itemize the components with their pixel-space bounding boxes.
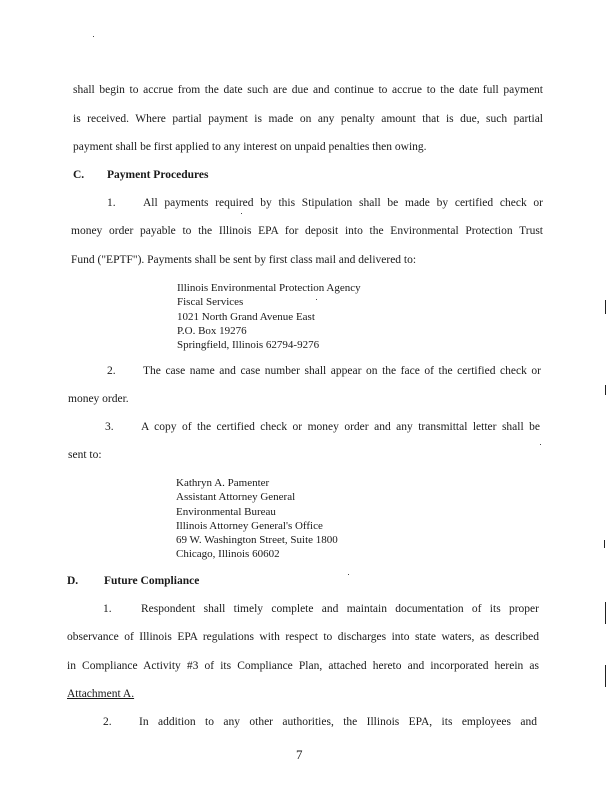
section-letter-c: C. [73, 169, 85, 181]
address-line: Illinois Attorney General's Office [176, 519, 323, 532]
scan-artifact-mark [605, 385, 606, 395]
address-line: Assistant Attorney General [176, 491, 296, 504]
body-text-line: All payments required by this Stipulation shall be made by certified check or [143, 197, 543, 209]
body-text-line: observance of Illinois EPA regulations with respect to discharges into state waters, as described [67, 631, 539, 643]
mailing-address-illinois-epa [177, 281, 361, 352]
body-text-line: Fund ("EPTF"). Payments shall be sent by first class mail and delivered to: [71, 254, 417, 266]
body-text-line: payment shall be first applied to any interest on unpaid penalties then owing. [73, 141, 427, 153]
address-line: Chicago, Illinois 60602 [176, 548, 280, 561]
item-number: 2. [107, 365, 116, 377]
body-text-line: money order payable to the Illinois EPA for deposit into the Environmental Protection Trust [71, 225, 543, 237]
section-title-payment-procedures: Payment Procedures [107, 169, 209, 181]
page-number: 7 [296, 747, 303, 762]
scan-artifact-dot [348, 574, 349, 575]
address-line: Springfield, Illinois 62794-9276 [177, 339, 320, 352]
body-text-line: The case name and case number shall appear on the face of the certified check or [143, 365, 541, 377]
section-letter-d: D. [67, 575, 79, 587]
scan-artifact-dot [241, 213, 242, 214]
address-line: Kathryn A. Pamenter [176, 477, 270, 489]
scan-artifact-dot [316, 299, 317, 300]
scan-artifact-dot [540, 444, 541, 445]
scan-artifact-mark [605, 300, 606, 314]
body-text-line: In addition to any other authorities, the Illinois EPA, its employees and [139, 716, 537, 728]
body-text-line: in Compliance Activity #3 of its Compliance Plan, attached hereto and incorporated herein as [67, 660, 539, 672]
address-line: 69 W. Washington Street, Suite 1800 [176, 534, 338, 547]
item-number: 3. [105, 421, 114, 433]
body-text-line: sent to: [68, 449, 102, 461]
section-title-future-compliance: Future Compliance [104, 575, 200, 587]
address-line: Fiscal Services [177, 296, 244, 309]
address-line: P.O. Box 19276 [177, 324, 247, 337]
scan-artifact-mark [605, 602, 606, 624]
scan-artifact-mark [604, 540, 605, 548]
item-number: 1. [107, 197, 116, 209]
body-text-line: shall begin to accrue from the date such are due and continue to accrue to the date full payment [73, 84, 543, 96]
body-text-line: money order. [68, 393, 129, 405]
scan-artifact-mark [605, 665, 606, 687]
body-text-line: Respondent shall timely complete and maintain documentation of its proper [141, 603, 539, 615]
attachment-a-reference: Attachment A. [67, 688, 135, 700]
body-text-line: A copy of the certified check or money order and any transmittal letter shall be [141, 421, 540, 433]
mailing-address-attorney-general [176, 476, 338, 562]
address-line: 1021 North Grand Avenue East [177, 310, 315, 323]
scan-artifact-dot [93, 36, 94, 37]
item-number: 2. [103, 716, 112, 728]
address-line: Illinois Environmental Protection Agency [177, 282, 361, 294]
item-number: 1. [103, 603, 112, 615]
address-line: Environmental Bureau [176, 505, 276, 518]
body-text-line: is received. Where partial payment is made on any penalty amount that is due, such partial [73, 113, 543, 125]
